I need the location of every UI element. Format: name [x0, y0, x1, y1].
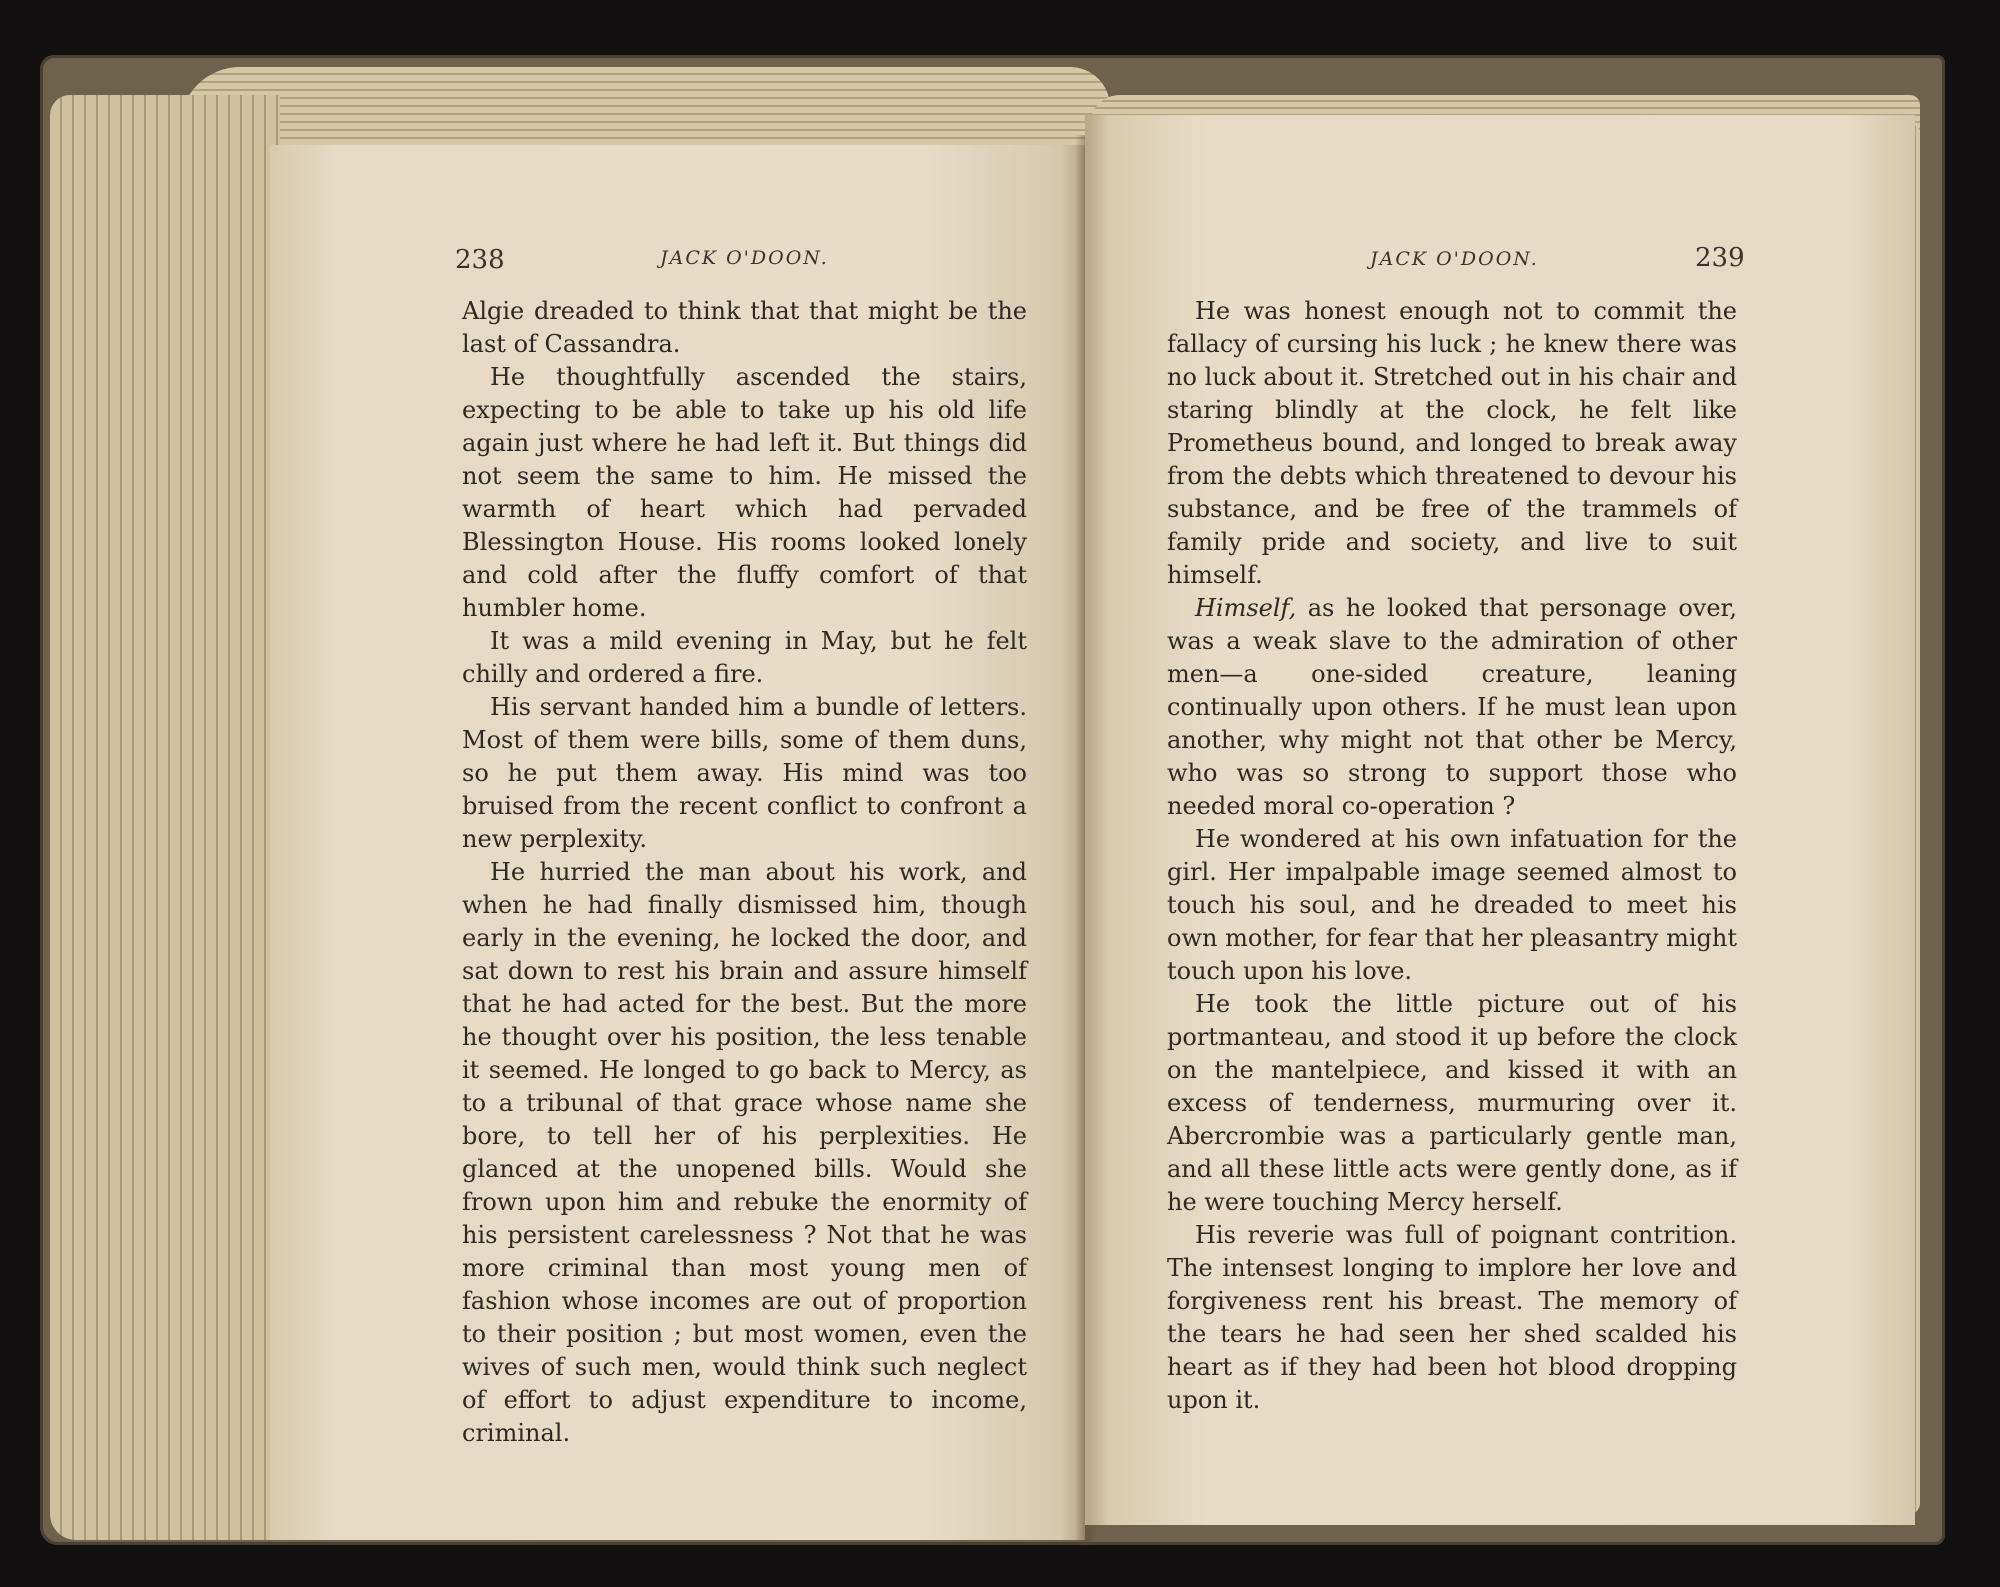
- running-head: JACK O'DOON.: [1370, 248, 1539, 270]
- paragraph: He took the little picture out of his portmanteau, and stood it up before the clock on the mantelpiece, and kissed it with an excess of tenderness, murmuring over it. Abercrombie was a particularly gentle man, and all these little acts were gently done, as if he were touching Mercy herself.: [1167, 990, 1737, 1216]
- right-page: [1085, 115, 1915, 1525]
- paragraph: He was honest enough not to commit the fallacy of cursing his luck ; he knew there was no luck about it. Stretched out in his chair and staring blindly at the clock, he felt like Prometheus bound, and longed to break away from the debts which threatened to devour his substance, and be free of the trammels of family pride and society, and live to suit himself.: [1167, 297, 1737, 589]
- paragraph: He wondered at his own infatuation for the girl. Her impalpable image seemed almost to touch his soul, and he dreaded to meet his own mother, for fear that her pleasantry might touch upon his love.: [1167, 825, 1737, 985]
- left-page-text: [462, 295, 1027, 1450]
- paragraph: He hurried the man about his work, and when he had finally dismissed him, though early in the evening, he locked the door, and sat down to rest his brain and assure himself that he had acted for the best. But the more he thought over his position, the less tenable it seemed. He longed to go back to Mercy, as to a tribunal of that grace whose name she bore, to tell her of his perplexities. He glanced at the unopened bills. Would she frown upon him and rebuke the enormity of his persistent carelessness ? Not that he was more criminal than most young men of fashion whose incomes are out of proportion to their position ; but most women, even the wives of such men, would think such neglect of effort to adjust expenditure to income, criminal.: [462, 858, 1027, 1447]
- paragraph-body: as he looked that personage over, was a weak slave to the admiration of other men—a one-sided creature, leaning continually upon others. If he must lean upon another, why might not that other be Mercy, who was so strong to support those who needed moral co-operation ?: [1167, 594, 1737, 820]
- italic-lead: Himself,: [1195, 594, 1297, 622]
- paragraph: His servant handed him a bundle of letters. Most of them were bills, some of them duns, so he put them away. His mind was too bruised from the recent conflict to confront a new perplexity.: [462, 693, 1027, 853]
- paragraph: His reverie was full of poignant contrition. The intensest longing to implore her love and forgiveness rent his breast. The memory of the tears he had seen her shed scalded his heart as if they had been hot blood dropping upon it.: [1167, 1221, 1737, 1414]
- open-book: [40, 55, 1945, 1545]
- paragraph: It was a mild evening in May, but he felt chilly and ordered a fire.: [462, 627, 1027, 688]
- paragraph: Algie dreaded to think that that might be the last of Cassandra.: [462, 297, 1027, 358]
- right-page-text: [1167, 295, 1737, 1417]
- left-page: [270, 145, 1085, 1540]
- paragraph: [1167, 592, 1737, 823]
- page-number: 238: [455, 245, 505, 275]
- page-edges-left: [50, 95, 280, 1540]
- running-head: JACK O'DOON.: [660, 247, 829, 269]
- page-number: 239: [1695, 243, 1745, 273]
- paragraph: He thoughtfully ascended the stairs, expecting to be able to take up his old life again just where he had left it. But things did not seem the same to him. He missed the warmth of heart which had pervaded Blessington House. His rooms looked lonely and cold after the fluffy comfort of that humbler home.: [462, 363, 1027, 622]
